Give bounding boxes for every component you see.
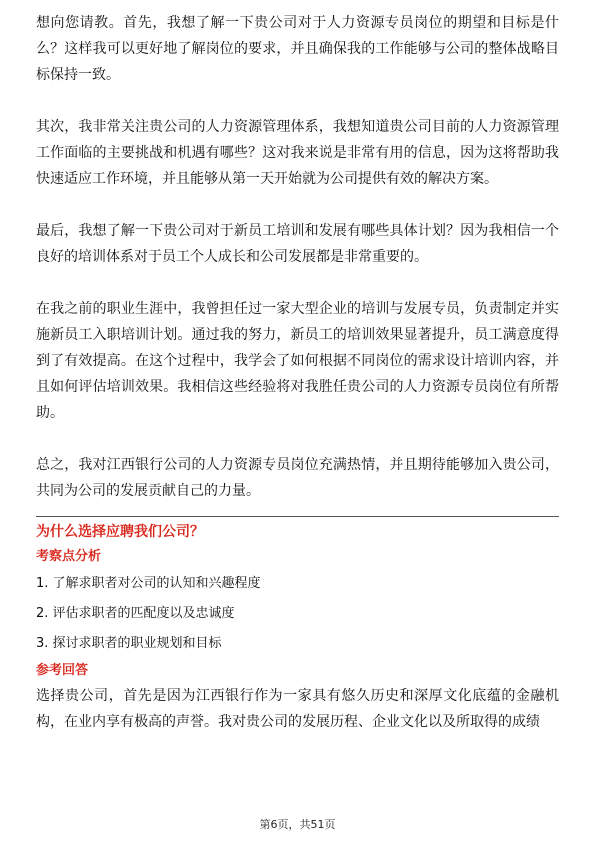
analysis-list [36,569,559,659]
answer-text: 选择贵公司，首先是因为江西银行作为一家具有悠久历史和深厚文化底蕴的金融机构，在业内享有极高的声誉。我对贵公司的发展历程、企业文化以及所取得的成绩 [36,688,559,730]
page-number: 第6页，共51页 [259,818,336,831]
list-item: 2. 评估求职者的匹配度以及忠诚度 [36,606,235,621]
paragraph-training-plan: 最后，我想了解一下贵公司对于新员工培训和发展有哪些具体计划？因为我相信一个良好的培训体系对于员工个人成长和公司发展都是非常重要的。 [36,223,559,265]
paragraph-conclusion: 总之，我对江西银行公司的人力资源专员岗位充满热情，并且期待能够加入贵公司，共同为公司的发展贡献自己的力量。 [36,457,559,499]
analysis-heading: 考察点分析 [36,549,102,564]
list-item: 3. 探讨求职者的职业规划和目标 [36,636,222,651]
paragraph-experience: 在我之前的职业生涯中，我曾担任过一家大型企业的培训与发展专员，负责制定并实施新员工入职培训计划。通过我的努力，新员工的培训效果显著提升，员工满意度得到了有效提高。在这个过程中，我学会了如何根据不同岗位的需求设计培训内容，并且如何评估培训效果。我相信这些经验将对我胜任贵公司的人力资源专员岗位有所帮助。 [36,301,559,421]
paragraph-questions-intro: 想向您请教。首先，我想了解一下贵公司对于人力资源专员岗位的期望和目标是什么？这样我可以更好地了解岗位的要求，并且确保我的工作能够与公司的整体战略目标保持一致。 [36,15,559,83]
answer-heading: 参考回答 [36,663,89,678]
paragraph-hr-system: 其次，我非常关注贵公司的人力资源管理体系，我想知道贵公司目前的人力资源管理工作面临的主要挑战和机遇有哪些？这对我来说是非常有用的信息，因为这将帮助我快速适应工作环境，并且能够从第一天开始就为公司提供有效的解决方案。 [36,119,559,187]
question-title: 为什么选择应聘我们公司？ [36,524,204,540]
list-item: 1. 了解求职者对公司的认知和兴趣程度 [36,576,261,591]
document-page [36,10,559,735]
section-divider [36,516,559,517]
